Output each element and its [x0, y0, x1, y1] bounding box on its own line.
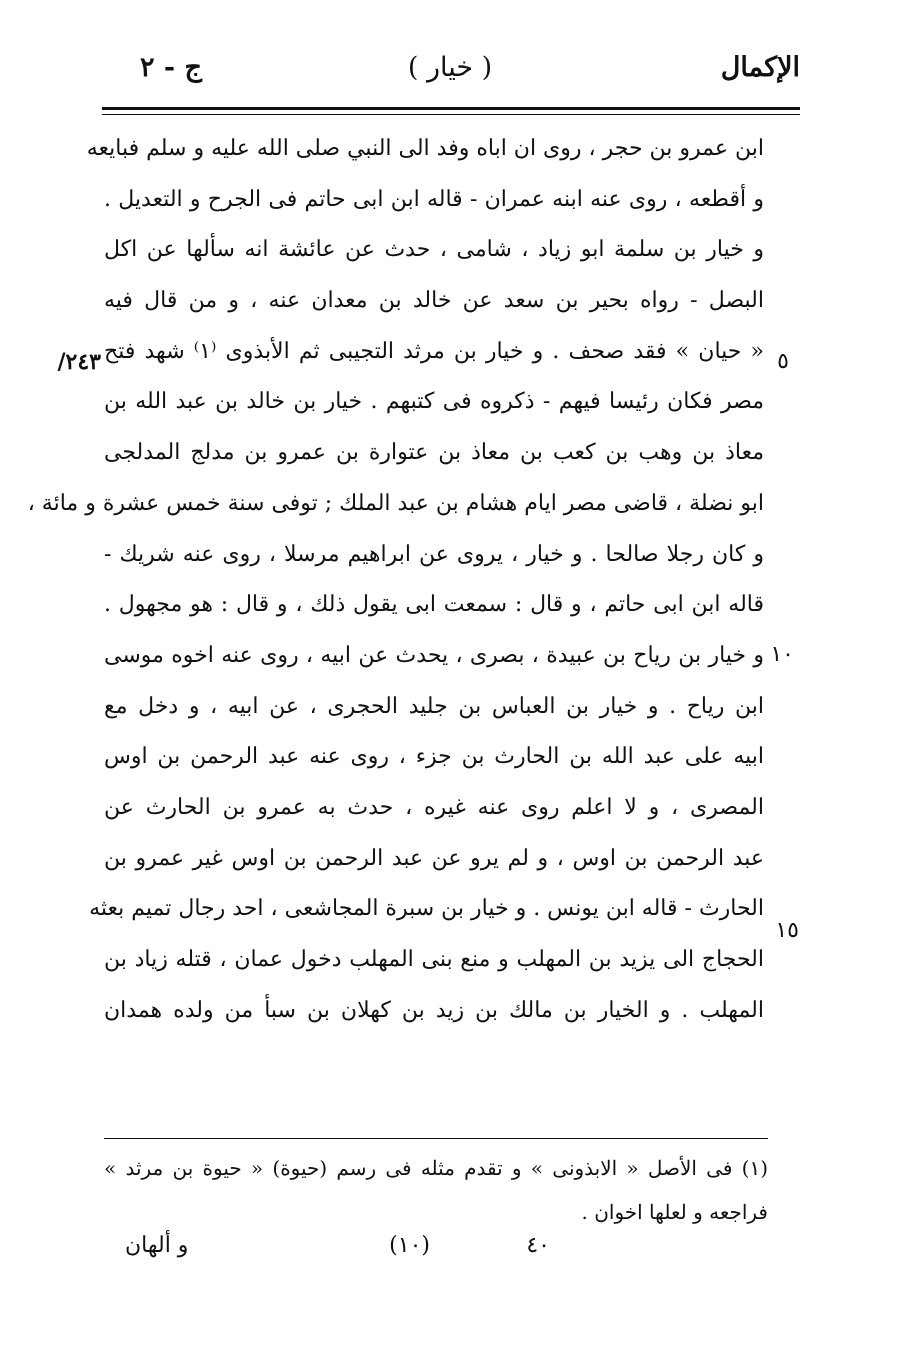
text-line: مصر فكان رئيسا فيهم - ذكروه فى كتبهم . خيار بن خالد بن عبد الله بن	[104, 389, 764, 415]
text-line: و خيار بن رياح بن عبيدة ، بصرى ، يحدث عن ابيه ، روى عنه اخوه موسى	[104, 642, 764, 668]
text-line: قاله ابن ابى حاتم ، و قال : سمعت ابى يقول ذلك ، و قال : هو مجهول .	[104, 592, 764, 618]
text-line: المصرى ، و لا اعلم روى عنه غيره ، حدث به عمرو بن الحارث عن	[104, 794, 764, 820]
text-line: البصل - رواه بحير بن سعد عن خالد بن معدان عنه ، و من قال فيه	[104, 288, 764, 314]
header-rule-thick	[102, 107, 800, 110]
page-number: ٤٠	[526, 1233, 550, 1258]
text-line: و خيار بن سلمة ابو زياد ، شامى ، حدث عن عائشة انه سألها عن اكل	[104, 237, 764, 263]
text-line: و كان رجلا صالحا . و خيار ، يروى عن ابراهيم مرسلا ، روى عنه شريك -	[104, 541, 764, 567]
text-line: ابيه على عبد الله بن الحارث بن جزء ، روى عنه عبد الرحمن بن اوس	[104, 744, 764, 770]
text-line: ابن رياح . و خيار بن العباس بن جليد الحجرى ، عن ابيه ، و دخل مع	[104, 693, 764, 719]
text-line: المهلب . و الخيار بن مالك بن زيد بن كهلان بن سبأ من ولده همدان	[104, 997, 764, 1023]
text-line: ابن عمرو بن حجر ، روى ان اباه وفد الى النبي صلى الله عليه و سلم فبايعه	[86, 136, 764, 161]
marginal-entry-number: ٢٤٣/	[57, 349, 101, 375]
footnote-line: فراجعه و لعلها اخوان .	[581, 1200, 768, 1224]
volume-label: ج - ٢	[140, 52, 202, 83]
footnote-rule	[104, 1138, 768, 1139]
text-line: ابو نضلة ، قاضى مصر ايام هشام بن عبد الملك ; توفى سنة خمس عشرة و مائة ،	[27, 490, 764, 516]
line-number-5: ٥	[777, 349, 789, 374]
section-title: ( خيار )	[407, 52, 493, 83]
signature-mark: (١٠)	[389, 1233, 430, 1258]
footnote	[104, 1146, 768, 1234]
text-line: « حيان » فقد صحف . و خيار بن مرثد التجيبى ثم الأبذوى ⁽١⁾ شهد فتح	[104, 338, 764, 364]
running-header	[100, 52, 800, 92]
page-footer	[100, 1233, 800, 1273]
text-line: الحارث - قاله ابن يونس . و خيار بن سبرة المجاشعى ، احد رجال تميم بعثه	[89, 896, 764, 922]
text-line: الحجاج الى يزيد بن المهلب و منع بنى المهلب دخول عمان ، قتله زياد بن	[104, 947, 764, 972]
book-title: الإكمال	[720, 52, 800, 83]
text-line: و أقطعه ، روى عنه ابنه عمران - قاله ابن ابى حاتم فى الجرح و التعديل .	[104, 186, 764, 212]
line-number-10: ١٠	[770, 642, 794, 667]
catchword: و ألهان	[125, 1233, 189, 1258]
text-line: عبد الرحمن بن اوس ، و لم يرو عن عبد الرحمن بن اوس غير عمرو بن	[104, 845, 764, 871]
text-line: معاذ بن وهب بن كعب بن معاذ بن عتوارة بن عمرو بن مدلج المدلجى	[104, 440, 764, 466]
line-number-15: ١٥	[775, 918, 799, 943]
header-rule-thin	[102, 114, 800, 115]
footnote-line: (١) فى الأصل « الابذونى » و تقدم مثله فى رسم (حيوة) « حيوة بن مرثد »	[104, 1156, 768, 1180]
